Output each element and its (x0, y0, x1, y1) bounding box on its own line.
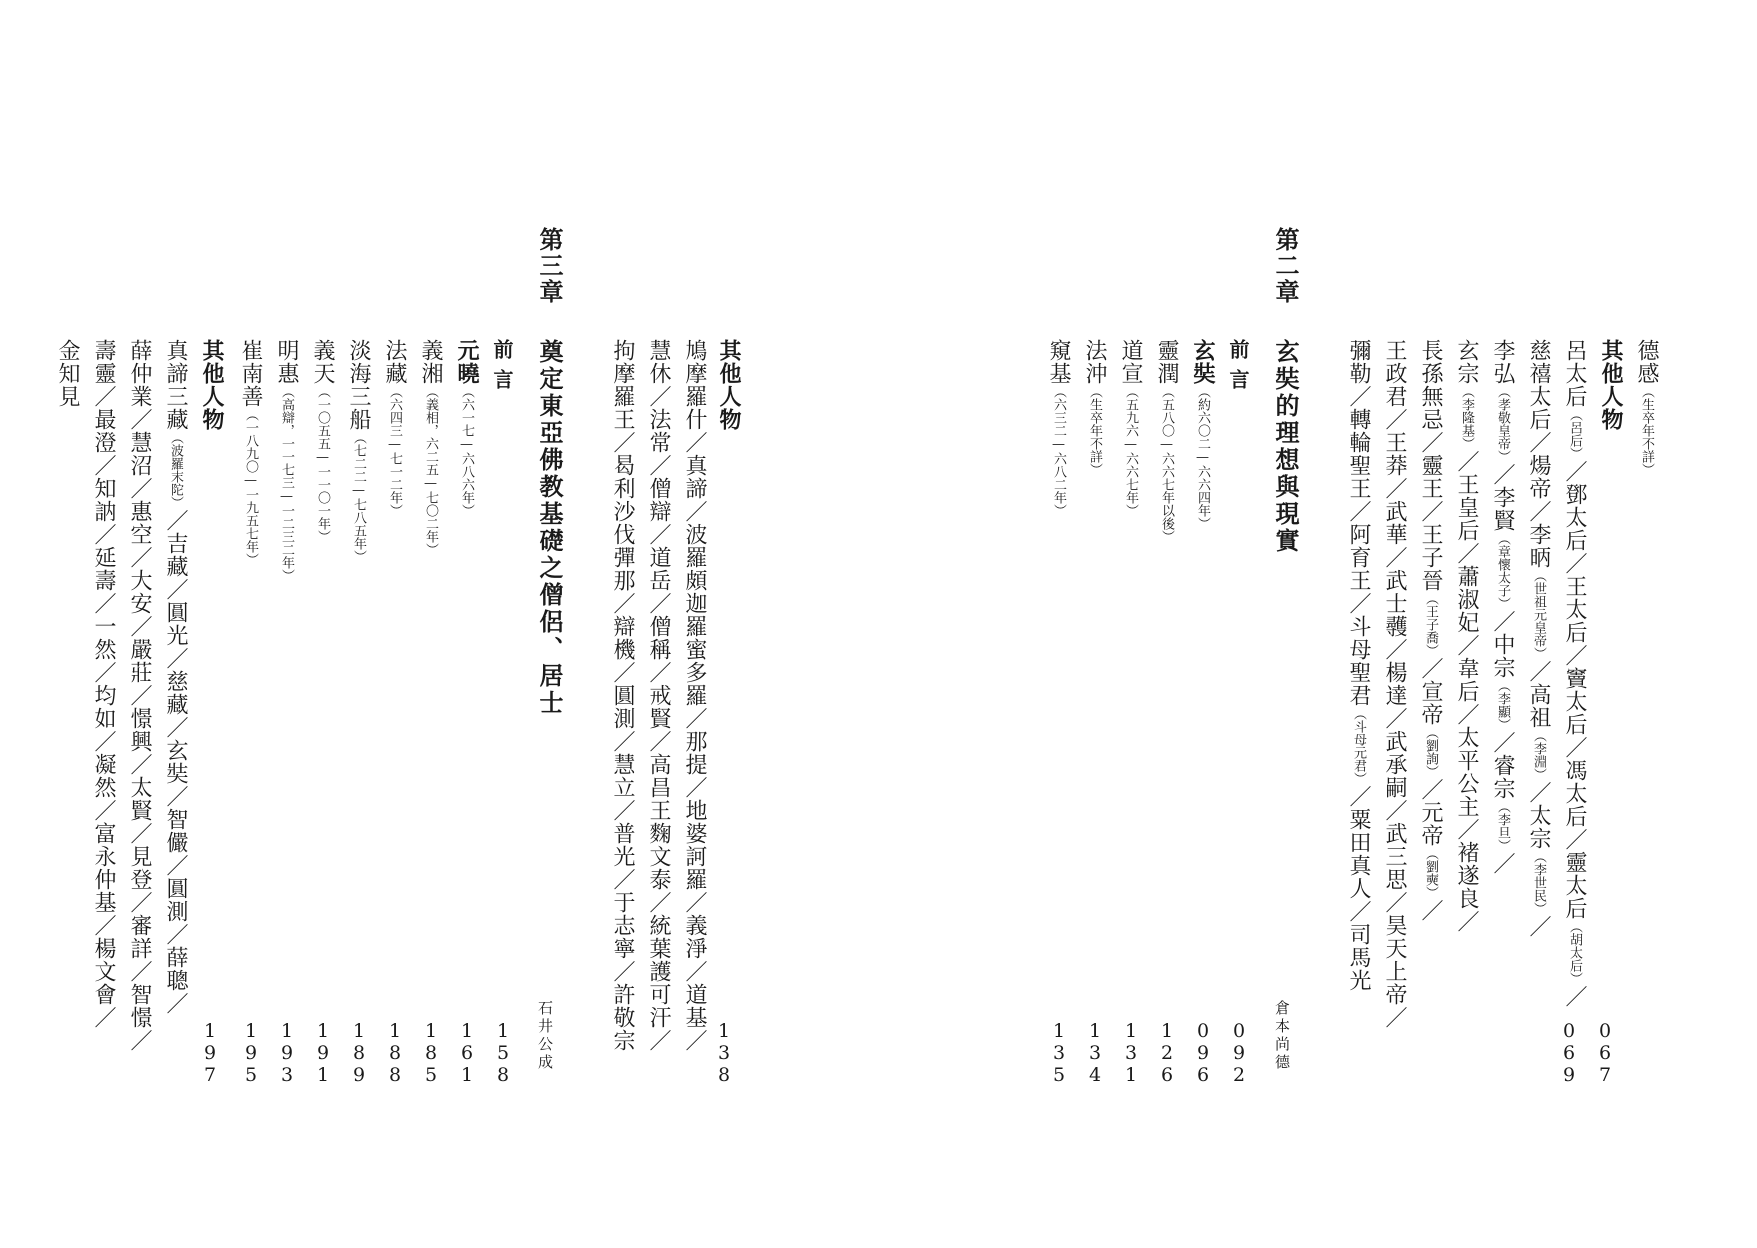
person-name: ／元帝 (1418, 778, 1443, 847)
toc-entry-lingrun (1155, 339, 1177, 543)
person-alias: （李顯） (1495, 679, 1510, 731)
chapter-label: 第二章 (1271, 227, 1299, 305)
person-list: 彌勒／轉輪聖王／阿育王／斗母聖君 (1346, 339, 1371, 707)
person-dates: （約六〇二—六六四年） (1195, 385, 1210, 530)
person-alias: （劉奭） (1423, 847, 1438, 899)
person-dates: （生卒年不詳） (1639, 385, 1654, 476)
person-alias: （世祖元皇帝） (1531, 569, 1546, 660)
person-list: 慈禧太后／煬帝／李昞 (1526, 339, 1551, 569)
toc-entry-deokgam (1635, 339, 1657, 476)
page-number: 067 (1594, 1020, 1616, 1086)
toc-entry-daoxuan (1119, 339, 1141, 517)
person-name: 崔南善 (238, 339, 263, 408)
toc-entry-line: 薛仲業／慧沼／惠空／大安／嚴莊／憬興／太賢／見登／審詳／智憬／ (127, 339, 152, 1052)
person-dates: （六四三—七一二年） (387, 385, 402, 517)
person-name: 窺基 (1046, 339, 1071, 385)
person-list: ／王皇后／蕭淑妃／韋后／太平公主／褚遂良／ (1454, 450, 1479, 933)
chapter-title: 奠定東亞佛教基礎之僧侶、居士 (535, 339, 563, 717)
left-page (0, 0, 878, 1248)
person-dates: （一〇五五—一一〇一年） (315, 385, 330, 543)
toc-heading-others: 其他人物 (716, 339, 741, 431)
toc-entry-line: 拘摩羅王／曷利沙伐彈那／辯機／圓測／慧立／普光／于志寧／許敬宗 (610, 339, 635, 1052)
person-alias: （李淵） (1531, 729, 1546, 781)
person-name: 義天 (310, 339, 335, 385)
toc-entry-line (1563, 339, 1585, 1008)
person-dates: （高辯，一一七三—一二三二年） (279, 385, 294, 582)
person-alias: （李旦） (1495, 800, 1510, 852)
toc-entry-line (1527, 339, 1549, 938)
page-number: 131 (1120, 1020, 1142, 1086)
person-name: 靈潤 (1154, 339, 1179, 385)
person-name: 呂太后 (1562, 339, 1587, 408)
page-number: 138 (713, 1020, 735, 1086)
person-name: 李弘 (1490, 339, 1515, 385)
person-name: 真諦三藏 (163, 339, 188, 431)
toc-entry-line (1347, 339, 1369, 992)
person-name: 元曉 (454, 339, 479, 385)
toc-entry-line: 慧休／法常／僧辯／道岳／僧稱／戒賢／高昌王麴文泰／統葉護可汗／ (646, 339, 671, 1052)
page-number: 191 (312, 1020, 334, 1086)
person-list: ／鄧太后／王太后／竇太后／馮太后／靈太后 (1562, 460, 1587, 920)
toc-entry-fazang (383, 339, 405, 517)
separator: ／ (1490, 852, 1515, 875)
person-dates: （義相，六二五—七〇二年） (423, 385, 438, 556)
toc-heading-others: 其他人物 (1598, 339, 1623, 431)
toc-entry-tankai (347, 339, 369, 563)
person-alias: （李世民） (1531, 850, 1546, 915)
person-name: ／中宗 (1490, 610, 1515, 679)
person-alias: （斗母元君） (1351, 707, 1366, 785)
person-name: 淡海三船 (346, 339, 371, 431)
toc-entry-cuinanshan (239, 339, 261, 566)
toc-entry-uicheon (311, 339, 333, 543)
page-number: 195 (240, 1020, 262, 1086)
person-alias: （劉詢） (1423, 726, 1438, 778)
separator: ／ (1562, 985, 1587, 1008)
toc-entry-wonhyo (455, 339, 477, 517)
chapter-author: 石井公成 (536, 1000, 554, 1072)
chapter-label: 第三章 (535, 227, 563, 305)
chapter-title: 玄奘的理想與現實 (1271, 339, 1299, 555)
toc-entry-line: 王政君／王莽／武華／武士彠／楊達／武承嗣／武三思／昊天上帝／ (1382, 339, 1407, 1029)
person-name: 德感 (1634, 339, 1659, 385)
person-name: ／李賢 (1490, 463, 1515, 532)
page-number: 135 (1048, 1020, 1070, 1086)
toc-entry-line: 金知見 (55, 339, 80, 408)
person-alias: （章懷太子） (1495, 532, 1510, 610)
person-alias: （呂后） (1567, 408, 1582, 460)
page-number: 126 (1156, 1020, 1178, 1086)
right-page (879, 0, 1757, 1248)
person-dates: （五九六—六六七年） (1123, 385, 1138, 517)
person-name: ／睿宗 (1490, 731, 1515, 800)
person-name: 玄奘 (1190, 339, 1215, 385)
page-number: 092 (1228, 1020, 1250, 1086)
person-alias: （波羅末陀） (168, 431, 183, 509)
toc-entry-line: 壽靈／最澄／知訥／延壽／一然／均如／凝然／富永仲基／楊文會／ (91, 339, 116, 1029)
person-name: ／高祖 (1526, 660, 1551, 729)
page-number: 185 (420, 1020, 442, 1086)
separator: ／ (1526, 915, 1551, 938)
toc-entry-myoe (275, 339, 297, 582)
person-alias: （胡太后） (1567, 920, 1582, 985)
person-name: 玄宗 (1454, 339, 1479, 385)
page-number: 188 (384, 1020, 406, 1086)
person-dates: （六三二—六八二年） (1051, 385, 1066, 517)
toc-entry-preface: 前言 (490, 339, 514, 399)
toc-entry-line: 鳩摩羅什／真諦／波羅頗迦羅蜜多羅／那提／地婆訶羅／義淨／道基／ (682, 339, 707, 1052)
page-number: 158 (492, 1020, 514, 1086)
page-number: 069 (1558, 1020, 1580, 1086)
page-number: 161 (456, 1020, 478, 1086)
toc-heading-others: 其他人物 (199, 339, 224, 431)
person-alias: （李隆基） (1459, 385, 1474, 450)
page-number: 197 (199, 1020, 221, 1086)
toc-entry-line (164, 339, 186, 1015)
person-list: ／吉藏／圓光／慈藏／玄奘／智儼／圓測／薛聰／ (163, 509, 188, 1015)
toc-entry-preface: 前言 (1226, 339, 1250, 399)
person-name: ／宣帝 (1418, 657, 1443, 726)
person-dates: （六一七—六八六年） (459, 385, 474, 517)
toc-entry-xuanzang (1191, 339, 1213, 530)
person-alias: （孝敬皇帝） (1495, 385, 1510, 463)
page-number: 189 (348, 1020, 370, 1086)
toc-entry-line (1419, 339, 1441, 922)
person-list: 長孫無忌／靈王／王子晉 (1418, 339, 1443, 592)
person-name: 義湘 (418, 339, 443, 385)
chapter-author: 倉本尚德 (1273, 1000, 1291, 1072)
person-name: 法藏 (382, 339, 407, 385)
person-dates: （生卒年不詳） (1087, 385, 1102, 476)
toc-entry-uisang (419, 339, 441, 556)
page-number: 096 (1192, 1020, 1214, 1086)
person-list: ／粟田真人／司馬光 (1346, 785, 1371, 992)
separator: ／ (1418, 899, 1443, 922)
toc-entry-line (1491, 339, 1513, 875)
page-number: 134 (1084, 1020, 1106, 1086)
person-dates: （七二二—七八五年） (351, 431, 366, 563)
person-alias: （王子喬） (1423, 592, 1438, 657)
toc-entry-kuiji (1047, 339, 1069, 517)
page-number: 193 (276, 1020, 298, 1086)
person-dates: （五八〇—六六七年以後） (1159, 385, 1174, 543)
person-name: 明惠 (274, 339, 299, 385)
person-name: 道宣 (1118, 339, 1143, 385)
toc-entry-line (1455, 339, 1477, 933)
person-dates: （一八九〇—一九五七年） (243, 408, 258, 566)
person-name: 法沖 (1082, 339, 1107, 385)
toc-entry-fachong (1083, 339, 1105, 476)
person-name: ／太宗 (1526, 781, 1551, 850)
